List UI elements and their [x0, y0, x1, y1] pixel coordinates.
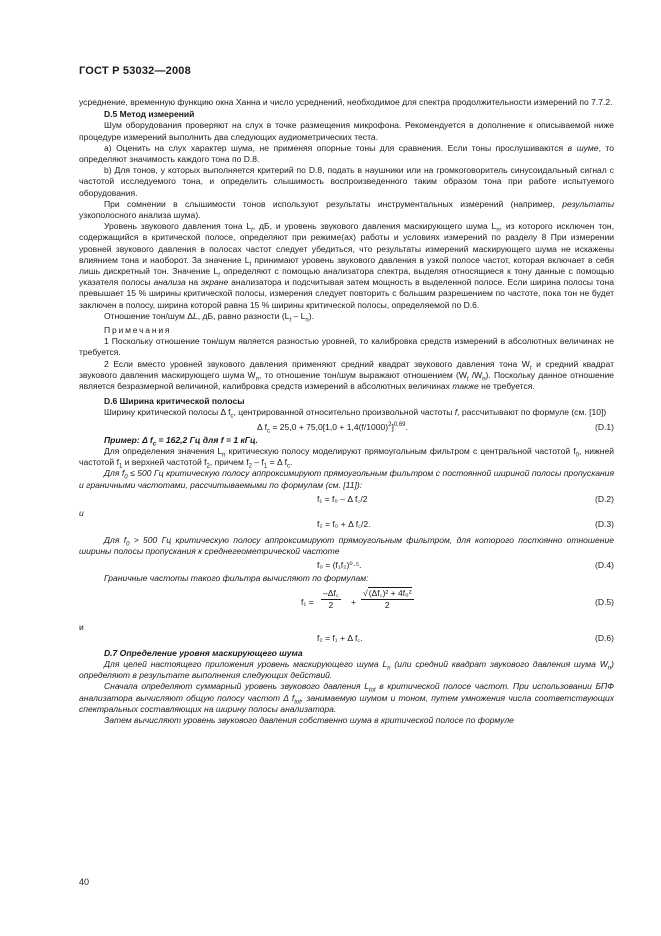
paragraph-d7-1: Для целей настоящего приложения уровень маскирующего шума $L_n$ (или средний квадрат звукового давления шума $W_n$) определяют в результате выполнения следующих действий. [79, 658, 614, 681]
equation-number: (D.1) [595, 421, 614, 432]
example-line: Пример: Δ $f_c = 162,2$ Гц для f = 1 кГц. [104, 434, 258, 448]
fraction-1: $\frac{-\Delta f꜀}{2}$ [323, 587, 339, 610]
equation-d4: f₀ = (f₁f₂)⁰·⁵. (D.4) [317, 560, 614, 571]
equation-number: (D.3) [595, 518, 614, 529]
page-number: 40 [79, 877, 90, 887]
equation-number: (D.5) [595, 596, 614, 607]
body-text [79, 97, 614, 726]
paragraph-d5-levels: Уровень звукового давления тона $L_t$, дБ, и уровень звукового давления маскирующего шума $L_n$, из которого исключен тон, содержащийся в критической полосе, определяют при режиме(ах) работы и условиях измерений по разделу 8 При измерении уровней звукового давления в полосах частот следует убедиться, что результаты измерений маскирующего шума не искажены влиянием тона и наоборот. За значение $L_t$ принимают уровень звукового давления в узкой полосе частот, которая включает в себя лишь дискретный тон. Значение $L_t$ определяют с помощью анализатора спектра, выделяя относящиеся к тону данные с помощью указателя полосы анализа на экране анализатора и подсчитывая затем мощность в выделенной полосе. Если ширина полосы тона превышает 15 % ширины критической полосы, измерения следует повторить с большим разрешением по частоте, пока тон не будет заключен в полосу, ширина которой равна 15 % ширины критической полосы, определяемой по D.6. [79, 221, 614, 310]
conjunction-and-2: и [79, 621, 84, 632]
equation-number: (D.6) [595, 632, 614, 643]
conjunction-and: и [79, 507, 84, 518]
paragraph-d5-instrumental: При сомнении в слышимости тонов используют результаты инструментальных измерений (например, результаты узкополосного анализа шума). [79, 198, 614, 221]
paragraph-d5-ratio: Отношение тон/шум ΔL, дБ, равно разности $(L_t - L_n)$. [104, 310, 314, 324]
page-header: ГОСТ Р 53032—2008 [79, 65, 191, 77]
paragraph-d6-2: Для определения значения $L_n$ критическую полосу моделируют прямоугольным фильтром с центральной частотой $f_0$, нижней частотой $f_1$ и верхней частотой $f_2$, причем $f_2 - f_1 = \Delta$ $f_c$. [79, 445, 614, 470]
section-heading-d7: D.7 Определение уровня маскирующего шума [104, 647, 303, 658]
paragraph-d5-1: Шум оборудования проверяют на слух в точке размещения микрофона. Рекомендуется в дополнение к описываемой ниже процедуре измерений выполнить два следующих аудиометрических теста. [79, 120, 614, 142]
equation-d6: f₂ = f₁ + Δ f꜀. (D.6) [317, 632, 614, 643]
section-heading-d6: D.6 Ширина критической полосы [104, 396, 245, 407]
paragraph-d6-5: Граничные частоты такого фильтра вычисляют по формулам: [104, 573, 369, 584]
notes-heading: Примечания [104, 325, 172, 336]
paragraph-d5-a: а) Оценить на слух характер шума, не применяя опорные тоны для сравнения. Если тоны прослушиваются в шуме, то определяют значимость каждого тона по D.8. [79, 142, 615, 165]
paragraph-d7-3: Затем вычисляют уровень звукового давления собственно шума в критической полосе по формуле [104, 714, 514, 725]
paragraph-d6-3: Для $f_0 \le 500$ Гц критическую полосу аппроксимируют прямоугольным фильтром с постоянной шириной полосы пропускания и граничными частотами, рассчитываемыми по формулам (см. [11]): [79, 468, 615, 490]
section-heading-d5: D.5 Метод измерений [104, 109, 195, 120]
equation-d3: f₂ = f₀ + Δ f꜀/2. (D.3) [317, 518, 614, 529]
note-1: 1 Поскольку отношение тон/шум является разностью уровней, то калибровка средств измерений в абсолютных величинах не требуется. [79, 336, 614, 358]
paragraph-d5-b: b) Для тонов, у которых выполняется критерий по D.8, подать в наушники или на громкоговоритель синусоидальный сигнал с частотой исследуемого тона, и определить слышимость воспроизведенного таким образом тона при работе испытуемого оборудования. [79, 165, 614, 198]
paragraph-d6-1: Ширину критической полосы Δ $f_c$, центрированной относительно произвольной частоты f, рассчитывают по формуле (см. [10]) [104, 407, 607, 421]
note-2: 2 Если вместо уровней звукового давления применяют средний квадрат звукового давления тона $W_t$ и средний квадрат звукового давления маскирующего шума $W_n$, то отношение тон/шум выражают отношением ($W_t$ $/W_n$). Поскольку данное отношение является безразмерной величиной, калибровка средств измерений в абсолютных величинах также не требуется. [79, 358, 615, 392]
equation-number: (D.2) [595, 493, 614, 504]
paragraph-intro: усреднение, временную функцию окна Ханна и число усреднений, необходимое для спектра продолжительности измерений по 7.7.2. [79, 97, 613, 107]
equation-d2: f₁ = f₀ – Δ f꜀/2 (D.2) [317, 493, 614, 504]
equation-d5: f₁ = $\frac{-\Delta f꜀}{2}$ + $\frac{\text{√(Δf꜀)² + 4f₀²}}{2}$ (D.5) [301, 587, 614, 610]
equation-d1: Δ $f_c = 25,0 + 75,0[1,0 + 1,4(f/1000)^2]^{0,69}$. (D.1) [257, 421, 614, 435]
paragraph-d6-4: Для $f_0 > 500$ Гц критическую полосу аппроксимируют прямоугольным фильтром, для которого постоянно отношение ширины полосы пропускания к среднегеометрической частоте [79, 534, 614, 557]
paragraph-d7-2: Сначала определяют суммарный уровень звукового давления $L_{tot}$ в критической полосе частот. При использовании БПФ анализатора вычисляют общую полосу частот Δ $f_{tot}$, занимаемую шумом и тоном, путем умножения числа соответствующих спектральных составляющих на ширину полосы анализатора. [79, 681, 614, 714]
fraction-2: $\frac{\text{√(Δf꜀)² + 4f₀²}}{2}$ [363, 587, 412, 610]
equation-number: (D.4) [595, 560, 614, 571]
